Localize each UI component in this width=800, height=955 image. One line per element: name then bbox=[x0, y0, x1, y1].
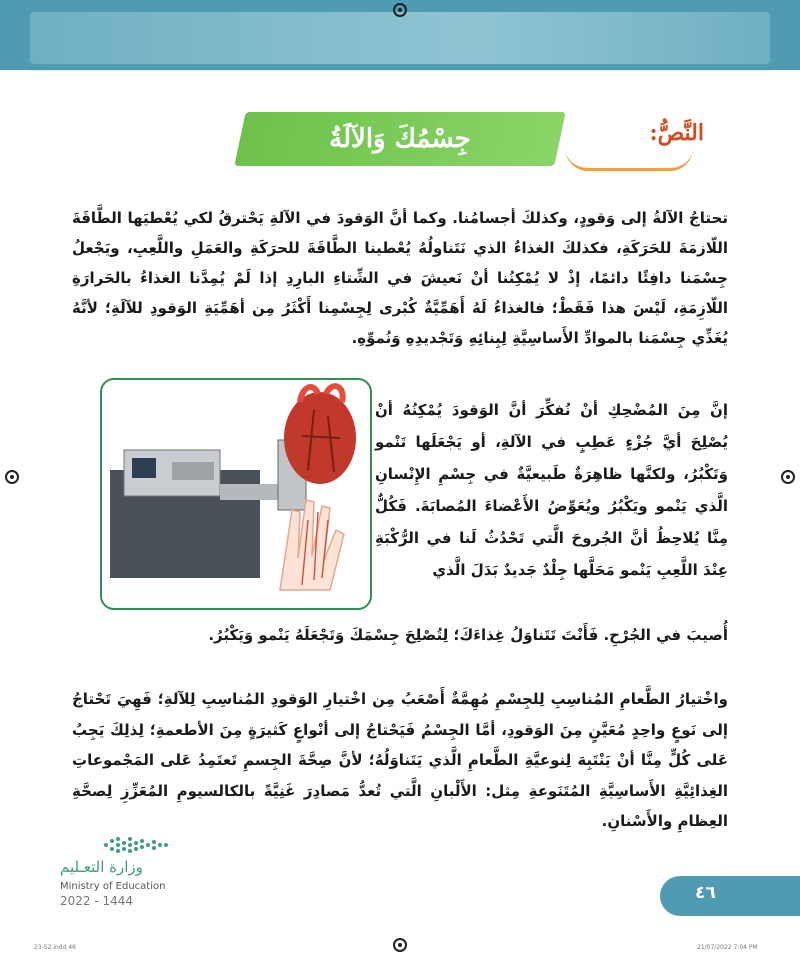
machine-heart-illustration bbox=[100, 378, 372, 610]
paragraph-1: تحتاجُ الآلةُ إلى وَقودٍ، وكذلكَ أجسامُنا. وكما أنَّ الوَقودَ في الآلةِ يَحْترقُ لكي يُعْطيَها الطَّاقَةَ اللّازمَةَ للحَرَكَةِ، فكذلكَ الغذاءُ الذي نَتَناولُهُ يُعْطينا الطَّاقَةَ للحرَكَةِ والعَمَلِ واللَّعِبِ، ويَجْعلُ جِسْمَنا دافِئًا دائمًا، إذْ لا يُمْكِنُنا أنْ نَعيشَ في الشِّتاءِ البارِدِ إذا لَمْ يُمِدَّنا الغذاءُ بالحَرارَةِ اللّازِمَةِ، لَيْسَ هذا فَقَطْ؛ فالغذاءُ لَهُ أَهَمِّيَّةٌ كُبْرى لِجِسْمِنا أَكْثَرُ مِن أهَمِّيَةِ الوَقودِ للآلَةِ؛ لأنَّهُ يُغَذِّي جِسْمَنا بالموادِّ الأَساسِيَّةِ لِبِنائِهِ وَتَجْديدِهِ وَنُموِّهِ. bbox=[72, 209, 728, 347]
registration-mark-top-icon bbox=[393, 3, 407, 17]
paragraph-2-end: أُصيبَ في الجُرْحِ. فَأَنْتَ تَتَناوَلُ غِذاءَكَ؛ لِتُصْلِحَ جِسْمَكَ وَتَجْعَلَهُ يَنْمو وَيَكْبُرُ. bbox=[208, 626, 728, 644]
paragraph-3: واخْتيارُ الطَّعامِ المُناسِبِ لِلجِسْمِ مُهِمَّةٌ أَصْعَبُ مِن اخْتيارِ الوَقودِ المُناسِبِ لِلآلةِ؛ فَهِيَ تَحْتاجُ إلى نَوعٍ واحِدٍ مُعَيَّنٍ مِنَ الوَقودِ، أمَّا الجِسْمُ فَيَحْتاجُ إلى أنْواعٍ كَثيرَةٍ مِنَ الأطعمةِ؛ لِذلِكَ يَجِبُ عَلى كُلٍّ مِنَّا أنْ يَنْتَبِهَ لِنوعيَّةِ الطَّعامِ الَّذي يَتَناوَلُهُ؛ لأنَّ صِحَّةَ الجِسمِ تَعتَمِدُ عَلى المَجْموعاتِ الغِذائِيَّةِ الأَساسِيَّةِ المُتَنَوعةِ مِثل: الأَلْبانِ الَّتي تُعدُّ مَصادِرَ غَنِيَّةً بالكالسيومِ المُعَزِّزِ لِصحَّةِ العِظامِ والأَسْنانِ. bbox=[72, 690, 728, 830]
registration-mark-left-icon bbox=[5, 470, 19, 484]
header-band-inner bbox=[30, 12, 770, 64]
registration-mark-right-icon bbox=[781, 470, 795, 484]
ministry-logo-icon bbox=[100, 833, 180, 857]
print-slug-date: 21/07/2022 7:04 PM bbox=[697, 944, 758, 951]
lathe-screen-icon bbox=[132, 458, 156, 478]
print-slug-file: 23-52.indd 46 bbox=[34, 944, 76, 951]
hand-icon bbox=[280, 500, 344, 590]
ministry-year: 2022 - 1444 bbox=[60, 894, 134, 908]
label-underline-arc bbox=[565, 148, 693, 171]
page-title: جِسْمُكَ وَالآلَةُ bbox=[329, 124, 471, 154]
lathe-rail-icon bbox=[220, 484, 280, 500]
page-number-tab bbox=[660, 876, 800, 916]
ministry-name-en: Ministry of Education bbox=[60, 881, 166, 892]
section-label: النَّصُّ: bbox=[649, 120, 704, 146]
illustration-svg bbox=[102, 380, 370, 608]
lathe-chuck-icon bbox=[172, 462, 214, 480]
heart-icon bbox=[284, 392, 356, 484]
registration-mark-bottom-icon bbox=[393, 938, 407, 952]
paragraph-2: إنَّ مِنَ المُضْحِكِ أنْ نُفكِّرَ أنَّ الوَقودَ يُمْكِنُهُ أنْ يُصْلِحَ أيَّ جُزْءٍ عَطِبٍ في الآلةِ، أو يَجْعَلَها تَنْمو وَتَكْبُرُ، ولكنَّها ظاهِرَةٌ طَبيعيَّةٌ في جِسْمِ الإِنْسانِ الَّذي يَنْمو ويَكْبُرُ ويُعَوِّضُ الأَعْضاءَ المُصابَةَ. فَكُلٌّ مِنَّا يُلاحِظُ أنَّ الجُروحَ الَّتي تَحْدُثُ لَنا في الرُّكْبَةِ عِنْدَ اللَّعِبِ يَنْمو مَحَلَّها جِلْدٌ جَديدٌ بَدَلَ الَّذي bbox=[375, 401, 728, 579]
ministry-name-ar: وزارة التعـليم bbox=[60, 858, 143, 876]
page-number: ٤٦ bbox=[695, 883, 716, 903]
